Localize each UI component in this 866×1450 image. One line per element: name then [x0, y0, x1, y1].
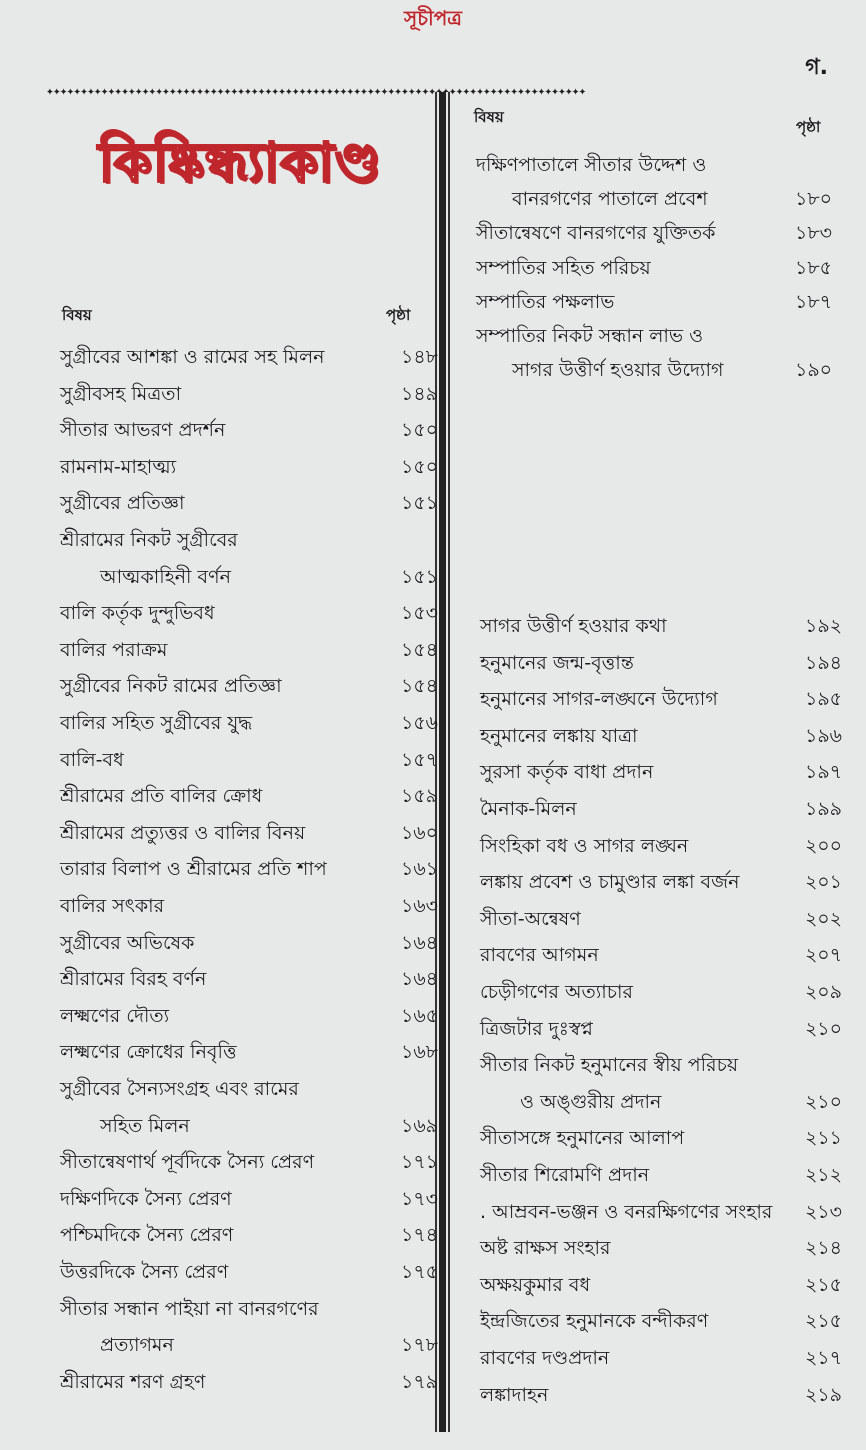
toc-entry-title: সাগর উত্তীর্ণ হওয়ার কথা — [480, 615, 667, 637]
toc-entry-page: ১৯০ — [794, 359, 832, 382]
left-header-subject: বিষয় — [62, 306, 92, 324]
toc-entry-page: ১৫৯ — [401, 785, 438, 808]
toc-entry-title: হনুমানের সাগর-লঙ্ঘনে উদ্যোগ — [480, 688, 718, 711]
toc-entry-title: মৈনাক-মিলন — [480, 798, 577, 820]
toc-entry-title: লক্ষ্মণের ক্রোধের নিবৃত্তি — [60, 1041, 237, 1064]
toc-entry — [480, 865, 842, 899]
toc-entry — [480, 1341, 842, 1375]
toc-entry-title: রাবণের দণ্ডপ্রদান — [480, 1347, 610, 1369]
toc-entry — [60, 669, 438, 703]
toc-entry-title: লঙ্কায় প্রবেশ ও চামুণ্ডার লঙ্কা বর্জন — [480, 871, 740, 894]
toc-entry — [60, 1035, 438, 1069]
toc-entry-title: দক্ষিণদিকে সৈন্য প্রেরণ — [60, 1187, 232, 1210]
toc-entry-page: ১৭৯ — [400, 1370, 438, 1393]
toc-entry — [480, 1195, 842, 1229]
toc-entry — [60, 413, 438, 447]
kanda-title: কিষ্কিন্ধ্যাকাণ্ড — [98, 131, 382, 194]
toc-entry-title: লঙ্কাদাহন — [480, 1383, 549, 1406]
toc-entry-title: প্রত্যাগমন — [100, 1334, 174, 1357]
toc-entry-page: ২০৭ — [804, 944, 842, 967]
toc-entry-title: তারার বিলাপ ও শ্রীরামের প্রতি শাপ — [60, 858, 327, 881]
toc-entry-title: সম্পাতির সহিত পরিচয় — [476, 256, 651, 279]
toc-entry — [476, 319, 832, 353]
toc-entry-page: ১৯৭ — [804, 761, 842, 784]
page-number: গ. — [805, 55, 828, 80]
toc-entry-title: সীতার নিকট হনুমানের স্বীয় পরিচয় — [480, 1054, 739, 1077]
toc-entry — [480, 1304, 842, 1338]
toc-entry-page: ১৯৬ — [804, 724, 842, 747]
toc-entry-title: রামনাম-মাহাত্ম্য — [60, 455, 177, 478]
toc-entry — [480, 646, 842, 680]
toc-entry-title: সুগ্রীবের আশঙ্কা ও রামের সহ মিলন — [60, 346, 325, 368]
toc-entry-title: বালির সহিত সুগ্রীবের যুদ্ধ — [60, 712, 253, 734]
toc-entry — [476, 251, 832, 285]
toc-entry-page: ১৬৯ — [400, 1114, 438, 1137]
toc-entry-page: ১৬০ — [400, 821, 438, 844]
toc-entry-page: ১৮৭ — [794, 290, 832, 313]
toc-entry-page: ২১৯ — [804, 1383, 842, 1406]
toc-entry-page: ১৯২ — [804, 615, 842, 637]
toc-entry-page: ১৬৩ — [400, 895, 438, 917]
toc-entry-page: ১৮৩ — [794, 222, 832, 245]
right-header-subject: বিষয় — [474, 108, 504, 126]
right-header-page: পৃষ্ঠা — [796, 118, 821, 136]
toc-entry — [60, 560, 438, 594]
toc-entry-title: . আম্রবন-ভঞ্জন ও বনরক্ষিগণের সংহার — [480, 1200, 773, 1223]
toc-entry — [60, 999, 438, 1033]
toc-entry-page: ১৮৫ — [795, 256, 832, 279]
toc-entry-page: ১৫৬ — [400, 712, 438, 734]
toc-entry-title: রাবণের আগমন — [480, 944, 599, 967]
toc-entry — [60, 962, 438, 996]
toc-entry-title: হনুমানের জন্ম-বৃত্তান্ত — [480, 651, 634, 674]
toc-entry — [60, 852, 438, 886]
toc-entry-title: সীতার শিরোমণি প্রদান — [480, 1164, 650, 1186]
toc-entry — [480, 1268, 842, 1302]
toc-entry-page: ২০১ — [804, 871, 842, 894]
toc-entry-title: সুগ্রীবের সৈন্যসংগ্রহ এবং রামের — [60, 1078, 299, 1100]
toc-entry-title: দক্ষিণপাতালে সীতার উদ্দেশ ও — [476, 154, 707, 176]
toc-entry — [480, 938, 842, 972]
toc-entry-title: সুরসা কর্তৃক বাধা প্রদান — [480, 761, 654, 784]
toc-entry — [60, 523, 438, 557]
toc-entry — [60, 486, 438, 520]
toc-entry-title: লক্ষ্মণের দৌত্য — [60, 1004, 170, 1027]
toc-entry-title: সীতান্বেষণার্থ পূর্বদিকে সৈন্য প্রেরণ — [60, 1151, 315, 1174]
toc-entry — [480, 1231, 842, 1265]
toc-entry — [476, 148, 832, 182]
toc-entry-title: সীতাসঙ্গে হনুমানের আলাপ — [480, 1127, 685, 1150]
toc-entry-page: ২১৪ — [804, 1237, 842, 1260]
toc-entry — [480, 1048, 842, 1082]
toc-entry — [60, 779, 438, 813]
toc-entry-page: ২১৭ — [804, 1347, 842, 1369]
toc-entry-page: ১৫৭ — [400, 748, 438, 771]
toc-entry-title: বানরগণের পাতালে প্রবেশ — [512, 188, 708, 211]
toc-entry — [60, 1182, 438, 1216]
toc-entry-title: সীতান্বেষণে বানরগণের যুক্তিতর্ক — [476, 222, 716, 245]
toc-entry-page: ১৫৩ — [400, 602, 438, 625]
toc-entry — [60, 1292, 438, 1326]
toc-entry — [480, 792, 842, 826]
toc-entry-page: ১৯৪ — [805, 651, 842, 674]
left-header-page: পৃষ্ঠা — [386, 306, 411, 324]
toc-entry — [60, 816, 438, 850]
toc-entry-page: ২১০ — [804, 1017, 842, 1040]
toc-entry-page: ১৬৫ — [400, 1004, 438, 1027]
toc-entry — [480, 1012, 842, 1046]
toc-entry-title: বালির পরাক্রম — [60, 638, 168, 661]
toc-entry-page: ১৫১ — [401, 492, 438, 515]
toc-entry-page: ১৭১ — [400, 1151, 438, 1174]
toc-entry-title: ও অঙ্গুরীয় প্রদান — [520, 1090, 662, 1113]
toc-entry-page: ১৫০ — [400, 419, 438, 442]
toc-entry — [60, 1218, 438, 1252]
column-divider — [437, 92, 448, 1432]
toc-entry-title: হনুমানের লঙ্কায় যাত্রা — [480, 724, 638, 747]
toc-entry-title: সিংহিকা বধ ও সাগর লঙ্ঘন — [480, 834, 689, 857]
toc-entry — [480, 755, 842, 789]
toc-entry-title: সুগ্রীবের প্রতিজ্ঞা — [60, 492, 185, 515]
toc-entry — [60, 1072, 438, 1106]
toc-entry — [60, 596, 438, 630]
toc-entry-title: বালি-বধ — [60, 748, 124, 771]
toc-entry-page: ২১২ — [804, 1164, 842, 1186]
toc-entry-page: ১৪৯ — [401, 382, 438, 405]
toc-entry-page: ১৭৪ — [400, 1224, 438, 1247]
toc-entry-title: শ্রীরামের নিকট সুগ্রীবের — [60, 529, 238, 551]
toc-entry-page: ১৬৪ — [400, 931, 438, 954]
toc-entry-title: পশ্চিমদিকে সৈন্য প্রেরণ — [60, 1224, 234, 1247]
toc-entry — [480, 1158, 842, 1192]
toc-entry — [476, 353, 832, 387]
toc-entry — [480, 1121, 842, 1155]
toc-entry-title: সম্পাতির নিকট সন্ধান লাভ ও — [476, 325, 704, 347]
toc-entry — [60, 1109, 438, 1143]
toc-entry-page: ১৬১ — [400, 858, 438, 881]
toc-entry-title: বালির সৎকার — [60, 895, 165, 917]
toc-entry-title: ত্রিজটার দুঃস্বপ্ন — [480, 1017, 593, 1040]
toc-entry-page: ২১৫ — [804, 1273, 842, 1296]
toc-entry — [60, 450, 438, 484]
toc-entry-page: ২০০ — [804, 834, 842, 857]
toc-entry-title: শ্রীরামের বিরহ বর্ণন — [60, 968, 207, 991]
toc-entry — [480, 719, 842, 753]
toc-entry-page: ২০২ — [804, 907, 842, 930]
toc-entry-title: সীতার সন্ধান পাইয়া না বানরগণের — [60, 1297, 319, 1320]
toc-entry-page: ১৭৩ — [400, 1187, 438, 1210]
top-title: সূচীপত্র — [404, 6, 462, 30]
toc-entry — [480, 1378, 842, 1412]
toc-entry — [60, 633, 438, 667]
toc-entry-title: উত্তরদিকে সৈন্য প্রেরণ — [60, 1261, 229, 1283]
toc-entry-page: ১৪৮ — [401, 346, 438, 368]
toc-entry — [60, 743, 438, 777]
toc-entry — [60, 377, 438, 411]
toc-entry — [60, 889, 438, 923]
toc-entry — [60, 1255, 438, 1289]
toc-entry — [476, 216, 832, 250]
toc-entry-page: ১৮০ — [794, 188, 832, 211]
toc-entry-title: সীতার আভরণ প্রদর্শন — [60, 419, 226, 442]
toc-entry — [476, 182, 832, 216]
toc-entry-title: সাগর উত্তীর্ণ হওয়ার উদ্যোগ — [512, 359, 724, 382]
toc-entry — [60, 1365, 438, 1399]
toc-entry-page: ১৯৫ — [805, 688, 842, 711]
toc-entry-page: ১৭৫ — [400, 1261, 438, 1283]
toc-entry-page: ১৬৪ — [400, 968, 438, 991]
toc-entry-title: শ্রীরামের শরণ গ্রহণ — [60, 1370, 206, 1393]
toc-entry-page: ১৫০ — [400, 455, 438, 478]
toc-entry-title: বালি কর্তৃক দুন্দুভিবধ — [60, 602, 215, 625]
toc-entry-title: শ্রীরামের প্রত্যুত্তর ও বালির বিনয় — [60, 821, 306, 844]
toc-entry-page: ২১০ — [804, 1090, 842, 1113]
toc-entry — [480, 829, 842, 863]
toc-entry-title: অক্ষয়কুমার বধ — [480, 1273, 591, 1296]
toc-entry-page: ১৫৪ — [401, 638, 438, 661]
toc-entry-page: ১৯৯ — [805, 798, 842, 820]
toc-entry — [60, 706, 438, 740]
toc-entry-page: ১৬৮ — [400, 1041, 438, 1064]
toc-entry-title: সীতা-অন্বেষণ — [480, 907, 581, 930]
toc-entry — [60, 926, 438, 960]
toc-entry — [60, 1328, 438, 1362]
toc-entry-page: ১৫৪ — [401, 675, 438, 698]
toc-entry-page: ১৭৮ — [400, 1334, 438, 1357]
toc-entry-title: সুগ্রীবের নিকট রামের প্রতিজ্ঞা — [60, 675, 282, 698]
toc-entry — [480, 975, 842, 1009]
toc-entry-title: চেড়ীগণের অত্যাচার — [480, 981, 633, 1003]
toc-entry — [480, 682, 842, 716]
toc-entry — [480, 1085, 842, 1119]
toc-entry-title: সম্পাতির পক্ষলাভ — [476, 290, 615, 313]
toc-entry-page: ২১১ — [804, 1127, 842, 1150]
toc-entry — [476, 285, 832, 319]
toc-entry-title: সহিত মিলন — [100, 1114, 190, 1137]
toc-entry-title: অষ্ট রাক্ষস সংহার — [480, 1237, 611, 1260]
toc-entry-page: ১৫১ — [401, 565, 438, 588]
toc-entry — [480, 609, 842, 643]
toc-entry-page: ২০৯ — [804, 981, 842, 1003]
toc-entry-title: সুগ্রীবের অভিষেক — [60, 931, 195, 954]
toc-entry-title: আত্মকাহিনী বর্ণন — [100, 565, 231, 588]
toc-entry-title: সুগ্রীবসহ মিত্রতা — [60, 382, 182, 405]
toc-entry — [60, 1145, 438, 1179]
toc-entry-page: ২১৫ — [804, 1310, 842, 1333]
toc-entry-page: ২১৩ — [804, 1200, 842, 1223]
toc-entry-title: ইন্দ্রজিতের হনুমানকে বন্দীকরণ — [480, 1310, 709, 1333]
toc-entry-title: শ্রীরামের প্রতি বালির ক্রোধ — [60, 785, 263, 808]
toc-entry — [60, 340, 438, 374]
toc-entry — [480, 902, 842, 936]
